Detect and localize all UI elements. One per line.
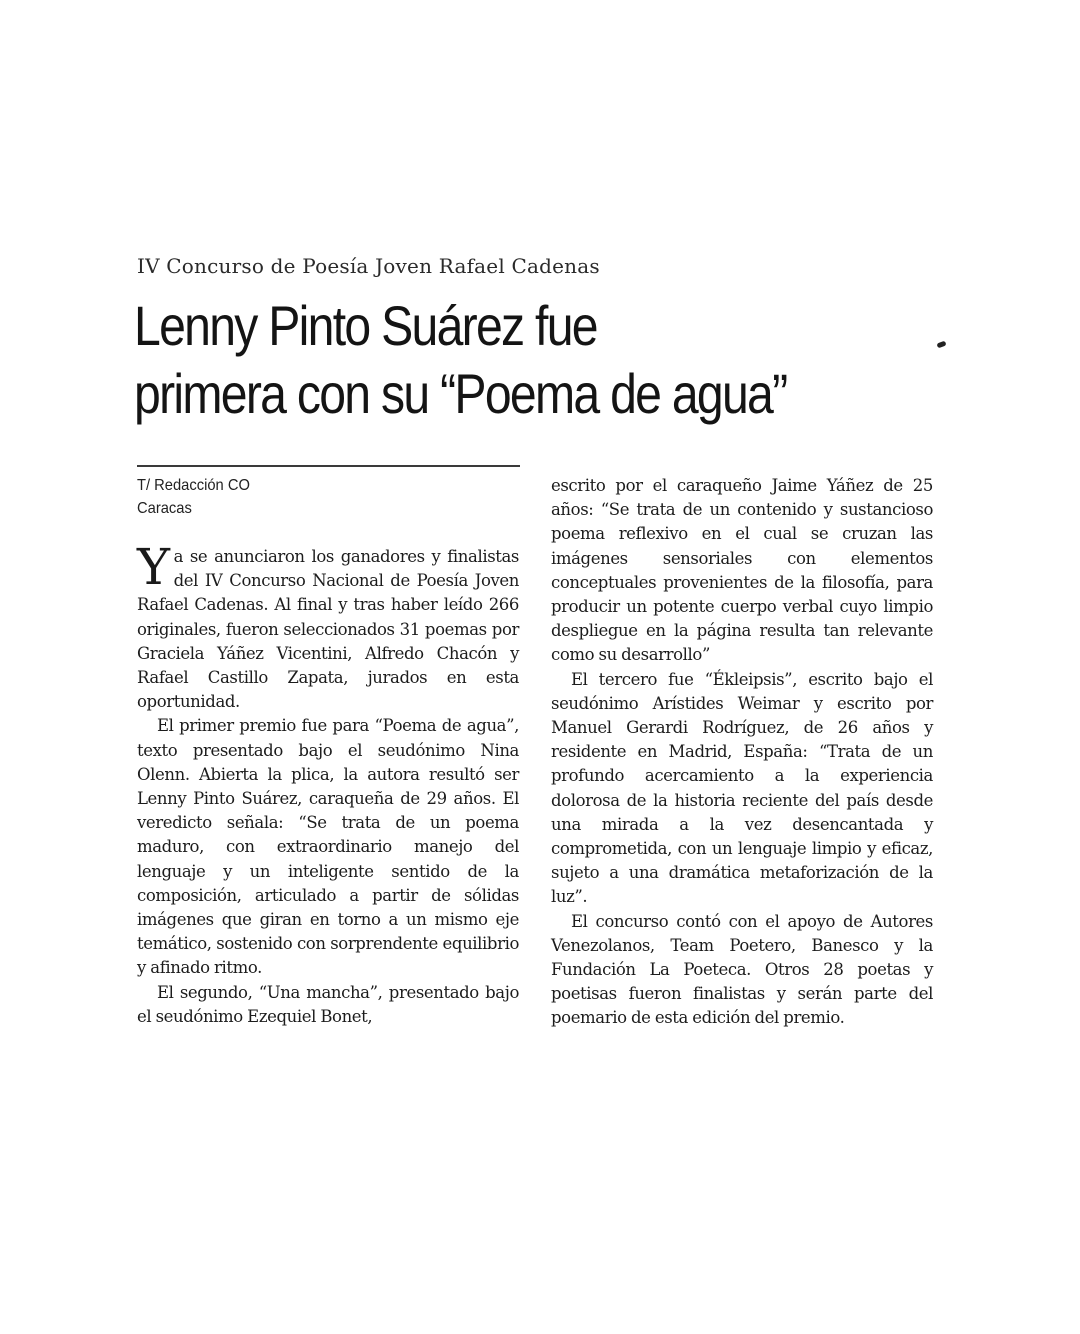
paragraph-4: El tercero fue “Ékleipsis”, escrito bajo el seudónimo Arístides Weimar y escrito por Manuel Gerardi Rodríguez, de 26 años y residente en Madrid, España: “Trata de un profundo acercamiento a la experiencia dolorosa de la historia reciente del país desde una mirada a la vez desencantada y comprometida, con un lenguaje limpio y eficaz, sujeto a una dramática metaforización de la luz”. [551, 669, 933, 907]
paragraph-1 [137, 538, 519, 714]
byline-place: Caracas [137, 500, 192, 517]
byline-author: T/ Redacción CO [137, 477, 250, 494]
paragraph-5: El concurso contó con el apoyo de Autores Venezolanos, Team Poetero, Banesco y la Fundación La Poeteca. Otros 28 poetas y poetisas fueron finalistas y serán parte del poemario de esta edición del premio. [551, 911, 933, 1028]
column-left [137, 538, 519, 1029]
headline-line-1: Lenny Pinto Suárez fue [134, 294, 597, 357]
kicker-line: IV Concurso de Poesía Joven Rafael Cadenas [137, 254, 600, 278]
headline-line-2: primera con su “Poema de agua” [134, 362, 787, 425]
ink-blot [936, 341, 946, 349]
headline [134, 292, 839, 428]
column-right [551, 474, 933, 1031]
paragraph-3-start: El segundo, “Una mancha”, presentado bajo el seudónimo Ezequiel Bonet, [137, 982, 519, 1026]
paragraph-3-continued: escrito por el caraqueño Jaime Yáñez de 25 años: “Se trata de un contenido y sustancioso poema reflexivo en el cual se cruzan las imágenes sensoriales con elementos conceptuales provenientes de la filosofía, para producir un potente cuerpo verbal cuyo limpio despliegue en la página resulta tan relevante como su desarrollo” [551, 476, 933, 665]
paragraph-1-text: a se anunciaron los ganadores y finalistas del IV Concurso Nacional de Poesía Joven Rafael Cadenas. Al final y tras haber leído 266 originales, fueron seleccionados 31 poemas por Graciela Yáñez Vicentini, Alfredo Chacón y Rafael Castillo Zapata, jurados en esta oportunidad. [137, 547, 519, 712]
drop-cap: Y [137, 538, 170, 596]
paragraph-2: El primer premio fue para “Poema de agua”, texto presentado bajo el seudónimo Nina Olenn. Abierta la plica, la autora resultó ser Lenny Pinto Suárez, caraqueña de 29 años. El veredicto señala: “Se trata de un poema maduro, con extraordinario manejo del lenguaje y un inteligente sentido de la composición, articulado a partir de sólidas imágenes que giran en torno a un mismo eje temático, sostenido con sorprendente equilibrio y afinado ritmo. [137, 716, 519, 978]
byline [137, 474, 260, 520]
byline-rule [137, 465, 520, 467]
